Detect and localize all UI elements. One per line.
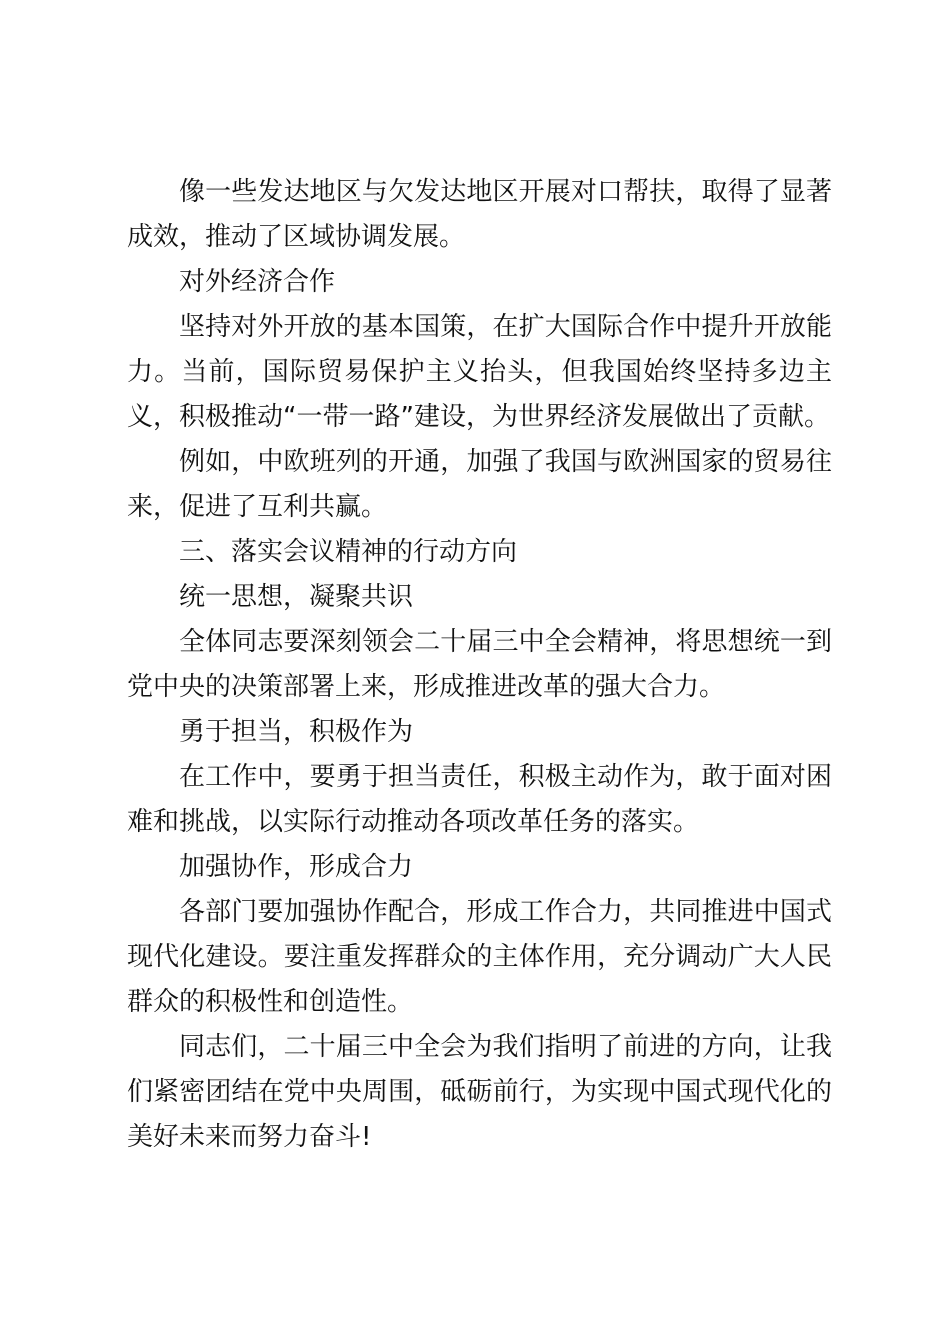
paragraph-take-responsibility: 在工作中，要勇于担当责任，积极主动作为，敢于面对困难和挑战，以实际行动推动各项改革任务的落实。 [127,762,832,837]
heading-strengthen-cooperation: 加强协作，形成合力 [179,852,414,882]
paragraph-china-europe-railway: 例如，中欧班列的开通，加强了我国与欧洲国家的贸易往来，促进了互利共赢。 [127,447,832,522]
heading-section-three: 三、落实会议精神的行动方向 [179,537,518,567]
heading-unify-thinking: 统一思想，凝聚共识 [179,582,414,612]
heading-foreign-cooperation: 对外经济合作 [179,267,336,297]
heading-take-responsibility: 勇于担当，积极作为 [179,717,414,747]
paragraph-opening-up: 坚持对外开放的基本国策，在扩大国际合作中提升开放能力。当前，国际贸易保护主义抬头，但我国始终坚持多边主义，积极推动“一带一路”建设，为世界经济发展做出了贡献。 [127,312,832,432]
paragraph-regional-assistance: 像一些发达地区与欠发达地区开展对口帮扶，取得了显著成效，推动了区域协调发展。 [127,177,832,252]
paragraph-unify-thinking: 全体同志要深刻领会二十届三中全会精神，将思想统一到党中央的决策部署上来，形成推进改革的强大合力。 [127,627,832,702]
document-body [127,170,832,1160]
paragraph-closing: 同志们，二十届三中全会为我们指明了前进的方向，让我们紧密团结在党中央周围，砥砺前行，为实现中国式现代化的美好未来而努力奋斗! [127,1032,832,1152]
paragraph-strengthen-cooperation: 各部门要加强协作配合，形成工作合力，共同推进中国式现代化建设。要注重发挥群众的主体作用，充分调动广大人民群众的积极性和创造性。 [127,897,832,1017]
